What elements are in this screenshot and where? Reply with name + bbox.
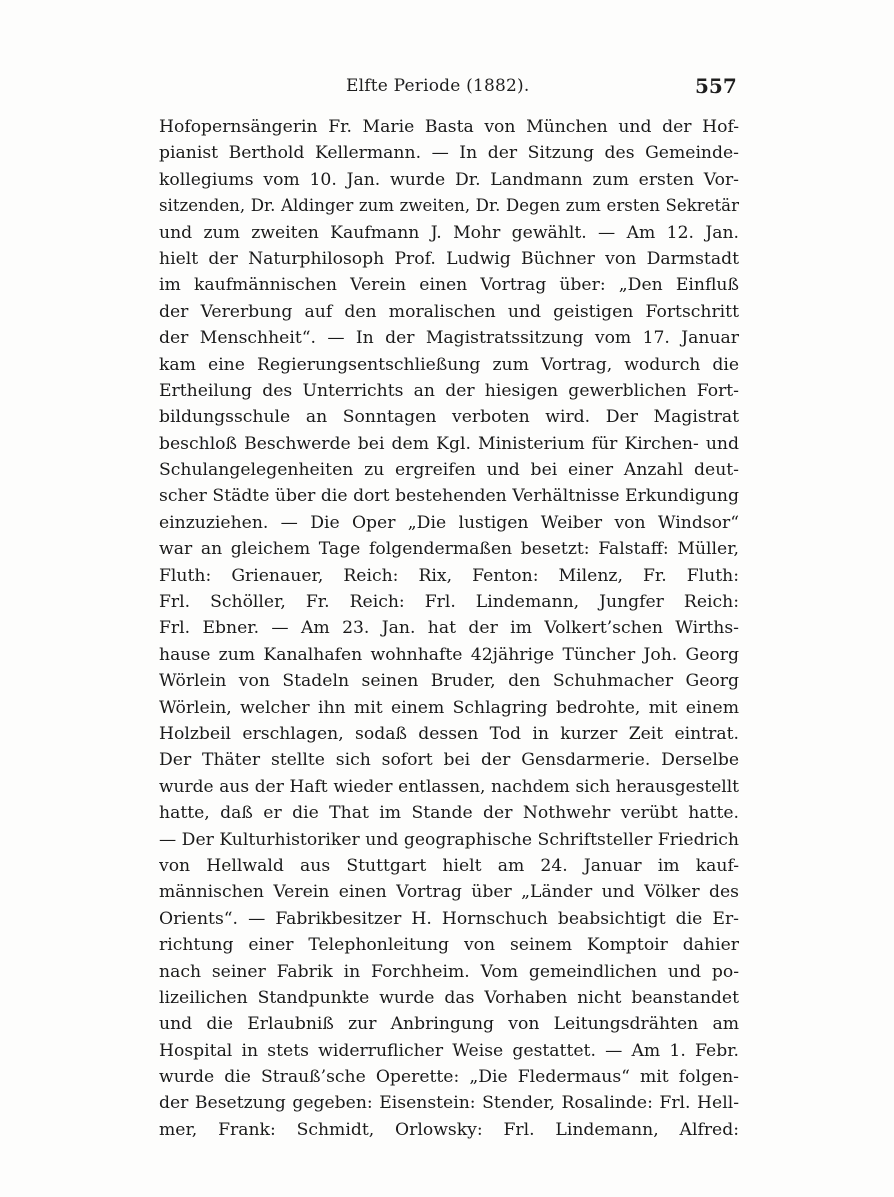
text-line: lizeilichen Standpunkte wurde das Vorhaben nicht beanstandet: [159, 987, 739, 1008]
text-line: Holzbeil erschlagen, sodaß dessen Tod in kurzer Zeit eintrat.: [159, 723, 739, 744]
running-title: Elfte Periode (1882).: [346, 76, 530, 96]
text-line: — Der Kulturhistoriker und geographische Schriftsteller Friedrich: [159, 829, 739, 850]
text-line: männischen Verein einen Vortrag über „Länder und Völker des: [159, 882, 739, 903]
text-line: nach seiner Fabrik in Forchheim. Vom gemeindlichen und po-: [159, 961, 739, 982]
text-line: Wörlein, welcher ihn mit einem Schlagring bedrohte, mit einem: [159, 697, 739, 718]
text-line: Der Thäter stellte sich sofort bei der Gensdarmerie. Derselbe: [159, 750, 739, 771]
text-line: hatte, daß er die That im Stande der Nothwehr verübt hatte.: [159, 803, 739, 824]
body-text: [159, 114, 739, 1143]
text-line: der Besetzung gegeben: Eisenstein: Stender, Rosalinde: Frl. Hell-: [159, 1093, 739, 1114]
text-line: der Vererbung auf den moralischen und geistigen Fortschritt: [159, 301, 739, 322]
page-number: 557: [695, 74, 737, 98]
text-line: mer, Frank: Schmidt, Orlowsky: Frl. Lindemann, Alfred:: [159, 1119, 739, 1140]
text-line: Frl. Ebner. — Am 23. Jan. hat der im Volkert’schen Wirths-: [159, 618, 739, 639]
text-line: Hofopernsängerin Fr. Marie Basta von München und der Hof-: [159, 117, 739, 137]
text-line: im kaufmännischen Verein einen Vortrag über: „Den Einfluß: [159, 275, 739, 296]
text-line: wurde aus der Haft wieder entlassen, nachdem sich herausgestellt: [159, 776, 739, 797]
text-line: der Menschheit“. — In der Magistratssitzung vom 17. Januar: [159, 328, 739, 349]
text-line: Frl. Schöller, Fr. Reich: Frl. Lindemann, Jungfer Reich:: [159, 592, 739, 613]
text-line: pianist Berthold Kellermann. — In der Sitzung des Gemeinde-: [159, 143, 739, 164]
text-line: kam eine Regierungsentschließung zum Vortrag, wodurch die: [159, 354, 739, 375]
text-line: beschloß Beschwerde bei dem Kgl. Ministerium für Kirchen- und: [159, 433, 739, 454]
text-line: war an gleichem Tage folgendermaßen besetzt: Falstaff: Müller,: [159, 539, 739, 560]
text-line: einzuziehen. — Die Oper „Die lustigen Weiber von Windsor“: [159, 512, 739, 533]
text-line: hause zum Kanalhafen wohnhafte 42jährige Tüncher Joh. Georg: [159, 644, 739, 665]
text-line: und die Erlaubniß zur Anbringung von Leitungsdrähten am: [159, 1014, 739, 1035]
text-line: kollegiums vom 10. Jan. wurde Dr. Landmann zum ersten Vor-: [159, 169, 739, 190]
text-line: richtung einer Telephonleitung von seinem Komptoir dahier: [159, 935, 739, 956]
text-line: hielt der Naturphilosoph Prof. Ludwig Büchner von Darmstadt: [159, 248, 739, 269]
text-line: bildungsschule an Sonntagen verboten wird. Der Magistrat: [159, 407, 739, 428]
running-head: [0, 76, 894, 102]
text-line: Fluth: Grienauer, Reich: Rix, Fenton: Milenz, Fr. Fluth:: [159, 565, 739, 586]
text-line: sitzenden, Dr. Aldinger zum zweiten, Dr. Degen zum ersten Sekretär: [159, 196, 739, 216]
text-line: scher Städte über die dort bestehenden Verhältnisse Erkundigung: [159, 486, 739, 507]
text-line: und zum zweiten Kaufmann J. Mohr gewählt. — Am 12. Jan.: [159, 222, 739, 243]
text-line: wurde die Strauß’sche Operette: „Die Fledermaus“ mit folgen-: [159, 1067, 739, 1088]
text-line: Hospital in stets widerruflicher Weise gestattet. — Am 1. Febr.: [159, 1040, 739, 1061]
text-line: Wörlein von Stadeln seinen Bruder, den Schuhmacher Georg: [159, 671, 739, 692]
text-line: von Hellwald aus Stuttgart hielt am 24. Januar im kauf-: [159, 855, 739, 876]
text-line: Orients“. — Fabrikbesitzer H. Hornschuch beabsichtigt die Er-: [159, 908, 739, 929]
text-line: Schulangelegenheiten zu ergreifen und bei einer Anzahl deut-: [159, 460, 739, 481]
text-line: Ertheilung des Unterrichts an der hiesigen gewerblichen Fort-: [159, 380, 739, 401]
